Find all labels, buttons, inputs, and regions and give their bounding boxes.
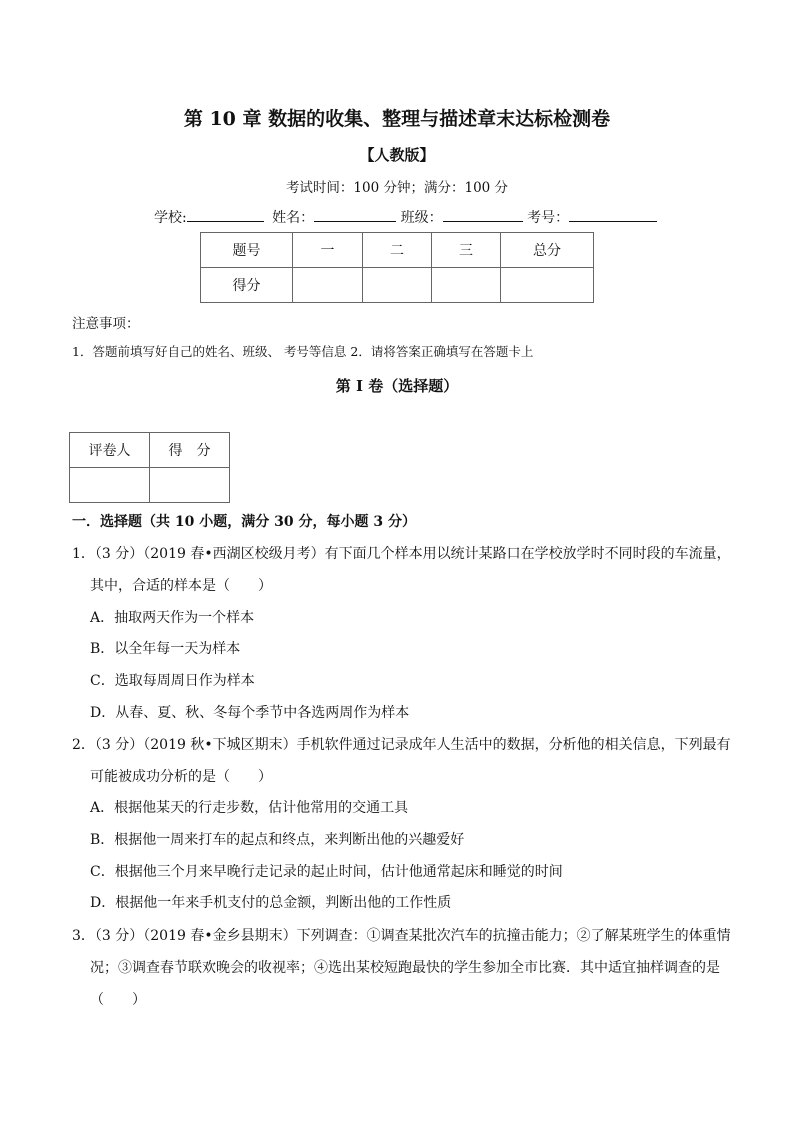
score-row-label: 得分	[201, 268, 293, 303]
exam-no-blank[interactable]	[569, 207, 657, 222]
score-header-cell: 总分	[501, 233, 594, 268]
grader-score-cell[interactable]	[150, 468, 230, 503]
class-label: 班级：	[400, 210, 443, 226]
score-cell[interactable]	[501, 268, 594, 303]
notes-line: 1．答题前填写好自己的姓名、班级、 考号等信息 2．请将答案正确填写在答题卡上	[72, 344, 534, 359]
score-header-cell: 二	[363, 233, 432, 268]
score-cell[interactable]	[363, 268, 432, 303]
score-table-header-row	[201, 233, 594, 268]
name-label: 姓名：	[272, 210, 315, 226]
score-header-cell: 题号	[201, 233, 293, 268]
score-cell[interactable]	[293, 268, 363, 303]
exam-info: 考试时间：100 分钟；满分：100 分	[285, 180, 509, 196]
score-cell[interactable]	[432, 268, 501, 303]
option-d: D．根据他一年来手机支付的总金额，判断出他的工作性质	[90, 895, 452, 911]
exam-title: 第 10 章 数据的收集、整理与描述章末达标检测卷	[183, 108, 611, 130]
option-a: A．根据他某天的行走步数，估计他常用的交通工具	[90, 800, 409, 816]
score-header-cell: 三	[432, 233, 501, 268]
score-table-score-row	[201, 268, 594, 303]
part-title: 第 I 卷（选择题）	[335, 377, 459, 395]
question-stem: 可能被成功分析的是（ ）	[90, 769, 272, 785]
option-b: B．根据他一周来打车的起点和终点，来判断出他的兴趣爱好	[90, 832, 465, 848]
question-stem: 况；③调查春节联欢晚会的收视率；④选出某校短跑最快的学生参加全市比赛．其中适宜抽样调查的是	[90, 960, 720, 976]
reviewer-header: 评卷人	[70, 433, 150, 468]
section-heading: 一．选择题（共 10 小题，满分 30 分，每小题 3 分）	[72, 514, 416, 530]
question-stem: 1．（3 分）（2019 春•西湖区校级月考）有下面几个样本用以统计某路口在学校放学时不同时段的车流量，	[72, 546, 731, 562]
class-blank[interactable]	[443, 207, 523, 222]
grader-value-row	[70, 468, 230, 503]
score-header-cell: 一	[293, 233, 363, 268]
exam-no-label: 考号：	[527, 210, 570, 226]
question-stem: （ ）	[90, 992, 146, 1008]
grader-header-row	[70, 433, 230, 468]
notes-heading: 注意事项：	[72, 316, 140, 332]
option-c: C．根据他三个月来早晚行走记录的起止时间，估计他通常起床和睡觉的时间	[90, 864, 563, 880]
question-stem: 2．（3 分）（2019 秋•下城区期末）手机软件通过记录成年人生活中的数据，分析他的相关信息，下列最有	[72, 737, 731, 753]
option-c: C．选取每周周日作为样本	[90, 673, 255, 689]
question-stem: 3．（3 分）（2019 春•金乡县期末）下列调查：①调查某批次汽车的抗撞击能力；②了解某班学生的体重情	[72, 928, 731, 944]
score-table	[200, 232, 594, 303]
student-info-fields	[154, 207, 657, 227]
grader-table	[69, 432, 230, 503]
school-blank[interactable]	[187, 207, 264, 222]
edition-label: 【人教版】	[359, 146, 435, 164]
reviewer-cell[interactable]	[70, 468, 150, 503]
question-stem: 其中，合适的样本是（ ）	[90, 578, 272, 594]
name-blank[interactable]	[314, 207, 396, 222]
option-d: D．从春、夏、秋、冬每个季节中各选两周作为样本	[90, 705, 410, 721]
school-label: 学校:	[154, 210, 187, 226]
option-b: B．以全年每一天为样本	[90, 641, 241, 657]
score-header: 得 分	[150, 433, 230, 468]
option-a: A．抽取两天作为一个样本	[90, 610, 255, 626]
